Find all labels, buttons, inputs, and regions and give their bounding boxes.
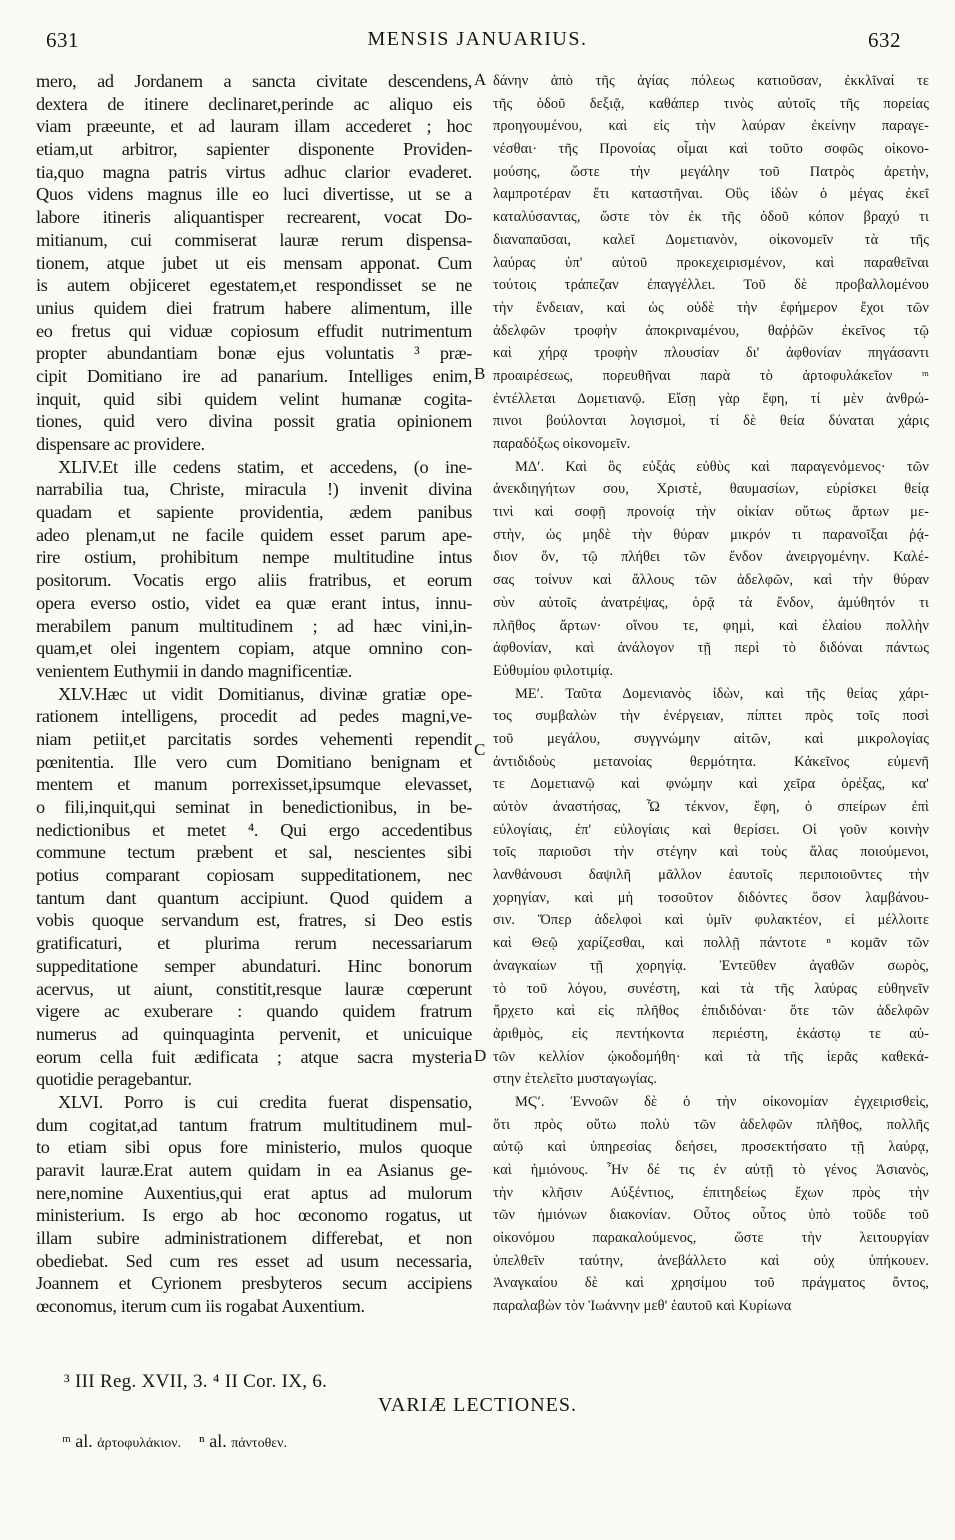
variant-n-text: πάντοθεν. xyxy=(231,1436,287,1451)
greek-text-line: τινὶ καὶ σοφῇ προνοίᾳ τὴν οἰκίαν οὕτως ἄρτων με- xyxy=(493,504,929,521)
latin-text-line: adeo plenam,ut ne facile quidem esset parum ape- xyxy=(36,524,472,545)
greek-text-line: ἀνεκδιηγήτων σου, Χριστὲ, θαυμασίων, εὑρίσκει θείᾳ xyxy=(493,481,929,498)
greek-text-line: παραδόξως οἰκονομεῖν. xyxy=(493,436,631,452)
latin-text-line: paravit lauræ.Erat autem quidam in ea Asianus ge- xyxy=(36,1160,472,1180)
greek-text-line: στὴν, ὡς μηδὲ τὴν θύραν μικρόν τι παρανοῖξαι ῥᾴ- xyxy=(493,526,929,543)
latin-text-line: viam præeunte, et ad lauram illam accederet ; hoc xyxy=(36,116,472,137)
latin-text-line: mero, ad Jordanem a sancta civitate descendens, xyxy=(36,71,472,91)
latin-text-line: pœnitentia. Ille vero cum Domitiano benignam et xyxy=(36,751,472,772)
variant-n-label: ⁿ al. xyxy=(199,1431,227,1451)
greek-text-line: σας τοίνυν καὶ ἄλλους τῶν ἀδελφῶν, καὶ τὴν θύραν xyxy=(493,572,929,589)
latin-text-line: XLV.Hæc ut vidit Domitianus, divinæ gratiæ ope- xyxy=(58,683,472,704)
variant-m-label: ᵐ al. xyxy=(62,1431,93,1451)
latin-text-line: illam subire administrationem differebat, et non xyxy=(36,1228,472,1249)
greek-text-line: ὑπελθεῖν ταύτην, ἀνεβάλλετο καὶ οὐχ ὑπήκουεν. xyxy=(493,1252,929,1269)
latin-text-line: XLIV.Et ille cedens statim, et accedens, (o ine- xyxy=(58,456,472,477)
latin-text-line: labore itineris aliquantisper recrearent, vocat Do- xyxy=(36,207,472,228)
greek-text-line: ΜϚʹ. Ἐννοῶν δὲ ὁ τὴν οἰκονομίαν ἐγχειρισθεὶς, xyxy=(515,1093,929,1110)
greek-text-line: καὶ χήρᾳ τροφὴν πλουσίαν δι' ἀφθονίαν πηγάσαντι xyxy=(493,345,929,362)
greek-text-line: λαμπροτέραν ἔτι καταστῆναι. Οὓς ἰδὼν ὁ μέγας ἐκεῖ xyxy=(493,186,929,203)
latin-text-line: nedictionibus et metet ⁴. Qui ergo accedentibus xyxy=(36,819,472,840)
latin-text-line: propter abundantiam bonæ ejus voluntatis ³ præ- xyxy=(36,343,472,364)
greek-text-line: τῆς ὁδοῦ δεξιᾷ, καθάπερ τινὸς αὐτοῖς τῆς πορείας xyxy=(493,95,929,112)
variant-m-text: ἀρτοφυλάκιον. xyxy=(97,1436,182,1451)
latin-text-line: vigere ac exuberare : quando quidem fratrum xyxy=(36,1001,472,1022)
margin-marker-c: C xyxy=(474,740,486,759)
latin-column xyxy=(36,70,472,1318)
greek-text-line: τος συμβαλὼν τὴν ἐνέργειαν, πίπτει πρὸς τοῖς ποσὶ xyxy=(493,708,929,725)
latin-text-line: dum cogitat,ad tantum fratrum multitudinem mul- xyxy=(36,1114,472,1135)
variae-lectiones-heading: VARIÆ LECTIONES. xyxy=(378,1394,577,1416)
greek-text-line: προαιρέσεως, πορευθῆναι παρὰ τὸ ἀρτοφυλάκεῖον ᵐ xyxy=(493,367,929,384)
latin-text-line: to etiam sibi opus fore ministerio, mulos quoque xyxy=(36,1137,472,1158)
greek-text-line: διαναπαῦσαι, καλεῖ Δομετιανὸν, οἰκονομεῖν τὰ τῆς xyxy=(493,231,929,248)
latin-text-line: quadam et sapiente providentia, ædem panibus xyxy=(36,502,472,523)
greek-text-line: δάνην ἀπὸ τῆς ἁγίας πόλεως κατιοῦσαν, ἐκκλῖναί τε xyxy=(493,73,929,89)
page-number-right: 632 xyxy=(868,28,901,52)
latin-text-line: rire ostium, prohibitum nempe multitudine intus xyxy=(36,547,472,568)
latin-text-line: eorum cella fuit ædificata ; atque sacra mysteria xyxy=(36,1046,472,1067)
greek-text-line: σὺν αὐτοῖς ἀνατρέψας, ὁρᾷ τὰ ἔνδον, ἀμύθητόν τι xyxy=(493,594,929,611)
greek-text-line: τὸ τοῦ λόγου, συνέστη, καὶ τὰ τῆς λαύρας εὐθηνεῖν xyxy=(493,980,929,997)
latin-text-line: tionem, atque jubet ut eis mensam apponat. Cum xyxy=(36,252,472,273)
greek-text-line: τοῦ μεγάλου, συγγνώμην αἰτῶν, καὶ μικρολογίας xyxy=(493,730,929,747)
greek-text-line: τε Δομετιανῷ καὶ φνώμην καὶ χεῖρα ὀρέξας, κα' xyxy=(493,776,929,793)
greek-text-line: καὶ Θεῷ χαρίζεσθαι, καὶ πολλῇ πάντοτε ⁿ κομᾶν τῶν xyxy=(493,935,929,952)
latin-text-line: mitianum, cui commiserat lauræ rerum dispensa- xyxy=(36,229,472,250)
latin-text-line: quotidie peragebantur. xyxy=(36,1069,192,1090)
latin-text-line: gratificaturi, et plurima rerum necessariarum xyxy=(36,933,472,954)
margin-marker-b: B xyxy=(474,364,486,383)
latin-text-line: positorum. Vocatis ergo aliis fratribus, et eorum xyxy=(36,570,472,591)
greek-text-line: προηγουμένου, καὶ εἰς τὴν λαύραν ἐκείνην παραγε- xyxy=(493,118,929,135)
latin-text-line: cipit Domitiano ire ad panarium. Intelliges enim, xyxy=(36,365,472,386)
latin-text-line: vobis quoque servandum est, fratres, si Deo estis xyxy=(36,910,472,931)
greek-text-line: ὅτι πρὸς οὕτω πολὺ τῶν ἀδελφῶν πλῆθος, πολλῆς xyxy=(493,1116,929,1133)
greek-text-line: λανθάνουσι δαψιλῆ μᾶλλον ἑαυτοῖς περιποιοῦντες τὴν xyxy=(493,867,929,884)
latin-text-line: Joannem et Cyrionem presbyteros secum accipiens xyxy=(36,1273,472,1294)
latin-text-line: tantum dant quantum accipiunt. Quod quidem a xyxy=(36,887,472,908)
greek-text-line: στην ἐτελεῖτο μυσταγωγίας. xyxy=(493,1071,657,1088)
latin-text-line: numerus ad quinquaginta pervenit, et unicuique xyxy=(36,1023,472,1044)
greek-text-line: εὐλογίαις, ἐπ' εὐλογίαις καὶ θερίσει. Οἱ γοῦν κοινὴν xyxy=(493,821,929,838)
greek-column xyxy=(493,70,929,1318)
page-number-left: 631 xyxy=(46,28,79,52)
greek-text-line: καταλύσαντας, ὥστε τὸν ἐκ τῆς ὁδοῦ κόπον βραχύ τι xyxy=(493,209,929,226)
latin-text-line: etiam,ut arbitror, sapienter disponente Providen- xyxy=(36,139,472,160)
latin-text-line: ministerium. Is ergo ab hoc œconomo rogatus, ut xyxy=(36,1205,472,1226)
greek-text-line: ἤρχετο καὶ εἰς πλῆθος ἐπιδιδόναι· ὅτε τῶν ἀδελφῶν xyxy=(493,1003,929,1020)
greek-text-line: ἐντέλλεται Δομετιανῷ. Εἴσῃ γὰρ ἔφη, τί μὲν ἀνθρώ- xyxy=(493,390,929,407)
latin-text-line: tiones, quid vero divina possit gratia opinionem xyxy=(36,411,472,432)
greek-text-line: ΜΔʹ. Καὶ ὃς εὐξάς εὐθὺς καὶ παραγενόμενος· τῶν xyxy=(515,458,929,475)
latin-text-line: potius comparant copiosam suppeditationem, nec xyxy=(36,865,472,886)
margin-marker-d: D xyxy=(474,1046,487,1065)
greek-text-line: ἀντιδιδοὺς μετανοίας θερμότητα. Κἀκεῖνος εὐμενῆ xyxy=(493,753,929,770)
greek-text-line: χορηγίαν, καὶ μὴ τοσοῦτον διδόντες ὅσον λαμβάνου- xyxy=(493,889,929,906)
greek-text-line: καὶ ἡμιόνους. Ἦν δέ τις ἐν αὐτῇ τὸ γένος Ἀσιανὸς, xyxy=(493,1162,929,1178)
latin-text-line: commune tectum præbent et sal, nescientes sibi xyxy=(36,842,472,863)
greek-text-line: νέσθαι· τῆς Προνοίας οἶμαι καὶ τοῦτο σοφῶς οἰκονο- xyxy=(493,141,929,158)
greek-text-line: τῶν κελλίον ᾠκοδομήθη· καὶ τὰ τῆς ἱερᾶς καθεκά- xyxy=(493,1048,929,1065)
greek-text-line: πλῆθος ἄρτων· οἴνου τε, φημὶ, καὶ ἐλαίου πολλὴν xyxy=(493,617,929,634)
greek-text-line: ἀναγκαίων τῇ χορηγίᾳ. Ἐντεῦθεν ἀγαθῶν σωρὸς, xyxy=(493,957,929,974)
greek-text-line: παραλαβὼν τὸν Ἰωάννην μεθ' ἑαυτοῦ καὶ Κυρίωνα xyxy=(493,1298,792,1315)
greek-text-line: τῶν ἡμιόνων διακονίαν. Οὗτος οὗτος ὑπὸ τοῦδε τοῦ xyxy=(493,1207,929,1224)
greek-text-line: τοῖς παριοῦσι τὴν στέγην καὶ τοὺς ἅλας ποιούμενοι, xyxy=(493,844,929,861)
latin-text-line: tia,quo magna patris virtus adhuc clarior evaderet. xyxy=(36,161,472,182)
latin-text-line: o fili,inquit,qui seminat in benedictionibus, in be- xyxy=(36,797,472,817)
latin-text-line: merabilem panum multitudinem ; ad hæc vini,in- xyxy=(36,615,472,636)
latin-text-line: eo fretus qui viduæ copiosum effudit nutrimentum xyxy=(36,320,472,341)
latin-text-line: mentem et manum porrexisset,ipsumque elevasset, xyxy=(36,774,472,795)
latin-footnotes: ³ III Reg. XVII, 3. ⁴ II Cor. IX, 6. xyxy=(64,1371,328,1392)
greek-text-line: Ἀναγκαίου δὲ καὶ χρησίμου τοῦ πράγματος ὄντος, xyxy=(493,1275,929,1292)
latin-text-line: venientem Euthymii in dando magnificentiæ. xyxy=(36,660,352,681)
greek-text-line: τὴν κλῆσιν Αὐξέντιος, ἐπιτηδείως ἔχων πρὸς τὴν xyxy=(493,1184,929,1201)
latin-text-line: is autem objiceret egestatem,et respondisset se ne xyxy=(36,275,472,296)
greek-text-line: αὐτῷ καὶ ὑπηρεσίας δεήσει, προσεκτήσατο τῇ λαύρᾳ, xyxy=(493,1139,929,1156)
greek-text-line: τὴν ἔνδειαν, καὶ ὡς οὐδὲ τὴν ἐφήμερον ἔχοι τῶν xyxy=(493,299,929,316)
latin-text-line: XLVI. Porro is cui credita fuerat dispensatio, xyxy=(58,1091,472,1112)
latin-text-line: unius quidem diei fratrum habere alimentum, ille xyxy=(36,297,472,318)
latin-text-line: opera everso ostio, videt ea quæ erant intus, innu- xyxy=(36,592,472,613)
greek-text-line: ΜΕʹ. Ταῦτα Δομενιανὸς ἰδὼν, καὶ τῆς θείας χάρι- xyxy=(515,685,929,702)
latin-text-line: œconomus, iterum cum iis rogabat Auxentium. xyxy=(36,1296,365,1317)
latin-text-line: nere,nomine Auxentius,qui erat aptus ad mulorum xyxy=(36,1182,472,1203)
greek-text-line: οἰκονόμου παρακαλούμενος, ὥστε τὴν λειτουργίαν xyxy=(493,1230,929,1247)
latin-text-line: niam petiit,et parcitatis sordes vehementi rependit xyxy=(36,728,472,749)
variant-readings xyxy=(62,1431,287,1452)
running-title: MENSIS JANUARIUS. xyxy=(367,28,588,50)
margin-marker-a: A xyxy=(474,70,487,89)
greek-text-line: ἀδελφῶν τροφὴν ἀποκριναμένου, θαῤῥῶν ἐκεῖνος τῷ xyxy=(493,322,929,339)
page-header xyxy=(0,20,955,60)
greek-text-line: διον ὄν, τῷ πλήθει τῶν ἔνδον ἀνειργομένην. Καλέ- xyxy=(493,549,929,566)
greek-text-line: Εὐθυμίου φιλοτιμίᾳ. xyxy=(493,662,614,679)
greek-text-line: αὐτὸν ἀναστήσας, Ὦ τέκνον, ἔφη, ὁ σπείρων ἐπὶ xyxy=(493,799,929,815)
greek-text-line: πινοι βούλονται λογισμοὶ, τί δὲ θεία δύναται χάρις xyxy=(493,413,929,430)
latin-text-line: inquit, quid sibi quidem velint humanæ cogita- xyxy=(36,388,472,409)
latin-text-line: narrabilia tua, Christe, miracula !) invenit divina xyxy=(36,479,472,500)
latin-text-line: Quos videns magnus ille eo luci divertisse, ut se a xyxy=(36,184,472,205)
latin-text-line: dextera de itinere declinaret,perinde ac aliquo eis xyxy=(36,93,472,114)
latin-text-line: dispensare ac providere. xyxy=(36,434,205,454)
latin-text-line: acervus, ut aiunt, constitit,resque lauræ cœperunt xyxy=(36,978,472,999)
greek-text-line: σιν. Ὅπερ ἀδελφοὶ καὶ ὑμῖν φυλακτέον, εἰ μέλλοιτε xyxy=(493,912,929,929)
latin-text-line: obediebat. Sed cum res esset ad usum necessaria, xyxy=(36,1250,472,1271)
latin-text-line: suppeditatione semper abundaturi. Hinc bonorum xyxy=(36,955,472,976)
greek-text-line: λαύρας ὑπ' αὐτοῦ προκεχειρισμένον, καὶ παραθεῖναι xyxy=(493,254,929,271)
greek-text-line: ἀριθμὸς, εἰς πεντήκοντα περιέστη, ἑκάστῳ τε αὐ- xyxy=(493,1025,929,1042)
greek-text-line: ἀφθονίαν, καὶ ἀνάλογον τῇ περὶ τὸ διδόναι πάντως xyxy=(493,640,929,657)
latin-text-line: quam,et olei ingentem copiam, atque omnino con- xyxy=(36,638,472,659)
greek-text-line: μούσης, ὥστε τὴν μεγάλην τοῦ Πατρὸς ἀρετὴν, xyxy=(493,163,929,180)
greek-text-line: τούτοις τράπεζαν ἐπαγγέλλει. Τοῦ δὲ προβαλλομένου xyxy=(493,277,929,294)
latin-text-line: rationem intelligens, procedit ad pedes magni,ve- xyxy=(36,706,472,727)
